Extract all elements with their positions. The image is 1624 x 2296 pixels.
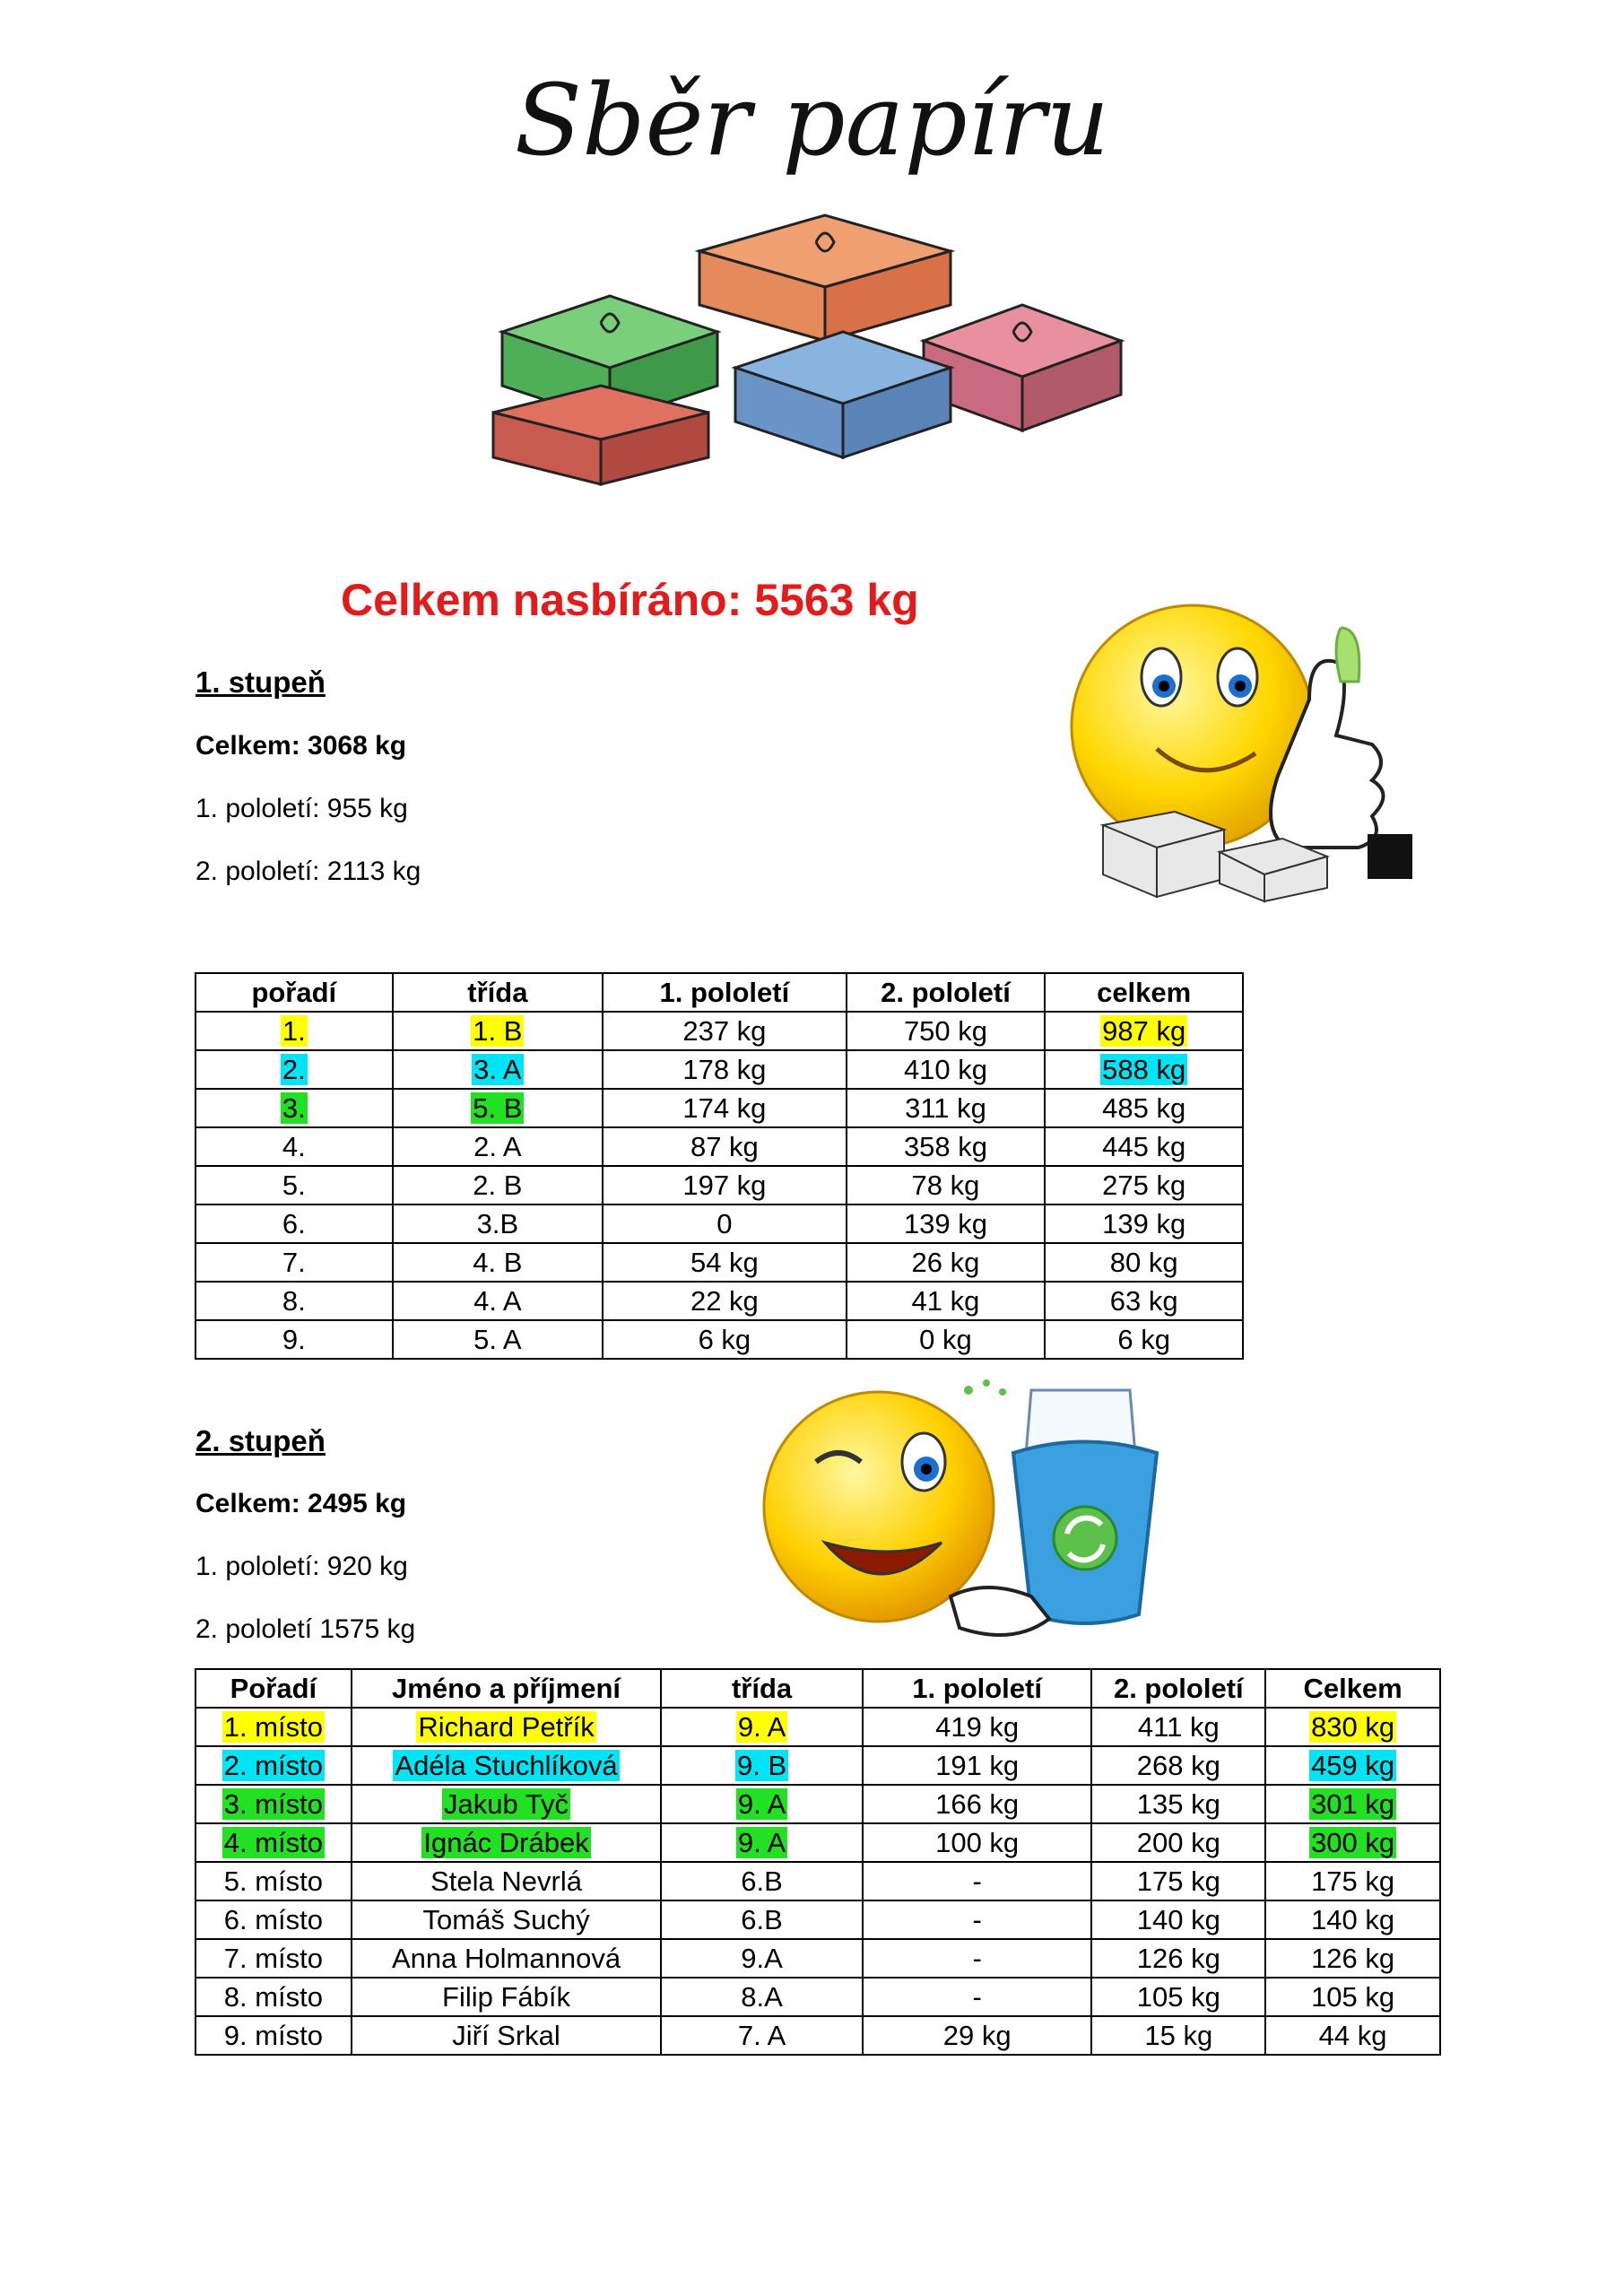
table-cell bbox=[1265, 1746, 1440, 1785]
table-cell: 410 kg bbox=[847, 1050, 1046, 1089]
table-cell bbox=[352, 1823, 662, 1862]
table-header-row bbox=[195, 973, 1243, 1012]
table-cell: 135 kg bbox=[1091, 1785, 1265, 1823]
smiley-thumbs-up-icon bbox=[1067, 601, 1444, 906]
table-cell: - bbox=[863, 1939, 1092, 1978]
table-cell: 411 kg bbox=[1091, 1708, 1265, 1746]
table-cell: 105 kg bbox=[1265, 1978, 1440, 2016]
table-cell bbox=[1265, 1708, 1440, 1746]
table-cell: 100 kg bbox=[863, 1823, 1092, 1862]
table-cell: 174 kg bbox=[603, 1089, 847, 1127]
column-header: 1. pololetí bbox=[603, 973, 847, 1012]
table-cell: 191 kg bbox=[863, 1746, 1092, 1785]
table-cell: - bbox=[863, 1862, 1092, 1900]
student-name: Adéla Stuchlíková bbox=[395, 1749, 618, 1781]
table-cell: 63 kg bbox=[1045, 1282, 1243, 1320]
table-cell bbox=[352, 1708, 662, 1746]
table-cell bbox=[1265, 1823, 1440, 1862]
table-cell: 6 kg bbox=[603, 1320, 847, 1359]
table-cell: 5. A bbox=[393, 1320, 604, 1359]
table-cell bbox=[661, 1823, 863, 1862]
column-header: pořadí bbox=[195, 973, 393, 1012]
column-header: 2. pololetí bbox=[1091, 1669, 1265, 1708]
table-cell: 7. bbox=[195, 1243, 393, 1282]
table-cell: 140 kg bbox=[1091, 1900, 1265, 1939]
column-header: celkem bbox=[1045, 973, 1243, 1012]
column-header: Pořadí bbox=[195, 1669, 352, 1708]
table-cell bbox=[661, 1785, 863, 1823]
table-cell bbox=[195, 1012, 393, 1050]
table-cell: 6 kg bbox=[1045, 1320, 1243, 1359]
rank: 1. místo bbox=[223, 1710, 324, 1743]
table-row bbox=[195, 2016, 1440, 2055]
total: 987 kg bbox=[1102, 1014, 1186, 1047]
table-cell: Tomáš Suchý bbox=[352, 1900, 662, 1939]
table-cell: 6. bbox=[195, 1205, 393, 1243]
table-cell: 139 kg bbox=[1045, 1205, 1243, 1243]
table-cell bbox=[352, 1785, 662, 1823]
table-cell: 4. bbox=[195, 1127, 393, 1166]
rank: 3. místo bbox=[223, 1787, 324, 1820]
table-cell: 80 kg bbox=[1045, 1243, 1243, 1282]
stupen1-pololeti1: 1. pololetí: 955 kg bbox=[195, 794, 408, 823]
table-cell bbox=[661, 1746, 863, 1785]
table-cell: 29 kg bbox=[863, 2016, 1092, 2055]
table-cell: 41 kg bbox=[847, 1282, 1046, 1320]
paper-bundles-illustration bbox=[493, 197, 1157, 493]
stupen2-pololeti1: 1. pololetí: 920 kg bbox=[195, 1552, 408, 1581]
total: 830 kg bbox=[1311, 1710, 1395, 1743]
total-collected: Celkem nasbíráno: 5563 kg bbox=[341, 575, 919, 625]
table-cell: 445 kg bbox=[1045, 1127, 1243, 1166]
smiley-recycle-bin-icon bbox=[762, 1372, 1175, 1659]
table-cell: 105 kg bbox=[1091, 1978, 1265, 2016]
table-cell: 6.B bbox=[661, 1862, 863, 1900]
student-name: Ignác Drábek bbox=[423, 1826, 589, 1858]
table-cell: 178 kg bbox=[603, 1050, 847, 1089]
table-row bbox=[195, 1166, 1243, 1205]
total: 459 kg bbox=[1311, 1749, 1395, 1781]
table-cell: 4. B bbox=[393, 1243, 604, 1282]
table-cell: Jiří Srkal bbox=[352, 2016, 662, 2055]
table-cell bbox=[195, 1823, 352, 1862]
total: 301 kg bbox=[1311, 1787, 1395, 1820]
table-cell bbox=[195, 1746, 352, 1785]
class: 3. A bbox=[473, 1053, 522, 1085]
rank: 1. bbox=[282, 1014, 306, 1047]
table-cell: 126 kg bbox=[1265, 1939, 1440, 1978]
table-cell: 237 kg bbox=[603, 1012, 847, 1050]
table-cell bbox=[195, 1708, 352, 1746]
table-row bbox=[195, 1823, 1440, 1862]
table-cell: 311 kg bbox=[847, 1089, 1046, 1127]
rank: 2. místo bbox=[223, 1749, 324, 1781]
table-cell: 166 kg bbox=[863, 1785, 1092, 1823]
table-cell: 87 kg bbox=[603, 1127, 847, 1166]
table-cell: 5. bbox=[195, 1166, 393, 1205]
table-cell bbox=[393, 1012, 604, 1050]
student-name: Richard Petřík bbox=[418, 1710, 595, 1743]
stupen1-table bbox=[195, 972, 1244, 1360]
table-cell bbox=[1045, 1012, 1243, 1050]
table-cell: 5. místo bbox=[195, 1862, 352, 1900]
table-cell: 140 kg bbox=[1265, 1900, 1440, 1939]
table-row bbox=[195, 1050, 1243, 1089]
table-row bbox=[195, 1785, 1440, 1823]
table-cell: 7. A bbox=[661, 2016, 863, 2055]
table-cell: 22 kg bbox=[603, 1282, 847, 1320]
table-cell: 2. A bbox=[393, 1127, 604, 1166]
total: 588 kg bbox=[1102, 1053, 1186, 1085]
table-cell: Stela Nevrlá bbox=[352, 1862, 662, 1900]
table-cell bbox=[195, 1785, 352, 1823]
table-cell: 6. místo bbox=[195, 1900, 352, 1939]
table-cell: 197 kg bbox=[603, 1166, 847, 1205]
table-cell bbox=[195, 1050, 393, 1089]
table-cell: 54 kg bbox=[603, 1243, 847, 1282]
table-cell: 419 kg bbox=[863, 1708, 1092, 1746]
table-cell bbox=[661, 1708, 863, 1746]
table-cell: - bbox=[863, 1900, 1092, 1939]
column-header: třída bbox=[661, 1669, 863, 1708]
table-cell: 358 kg bbox=[847, 1127, 1046, 1166]
table-cell: 78 kg bbox=[847, 1166, 1046, 1205]
table-cell: 9. místo bbox=[195, 2016, 352, 2055]
table-row bbox=[195, 1939, 1440, 1978]
table-cell: 2. B bbox=[393, 1166, 604, 1205]
table-cell: Filip Fábík bbox=[352, 1978, 662, 2016]
table-cell: 200 kg bbox=[1091, 1823, 1265, 1862]
column-header: třída bbox=[393, 973, 604, 1012]
table-cell: 8.A bbox=[661, 1978, 863, 2016]
table-cell: 7. místo bbox=[195, 1939, 352, 1978]
table-row bbox=[195, 1282, 1243, 1320]
stupen2-table bbox=[195, 1668, 1441, 2056]
column-header: Celkem bbox=[1265, 1669, 1440, 1708]
table-header-row bbox=[195, 1669, 1440, 1708]
class: 9. A bbox=[737, 1710, 786, 1743]
table-cell: 6.B bbox=[661, 1900, 863, 1939]
class: 9. B bbox=[736, 1749, 787, 1781]
table-cell: 175 kg bbox=[1091, 1862, 1265, 1900]
table-row bbox=[195, 1746, 1440, 1785]
table-cell: 126 kg bbox=[1091, 1939, 1265, 1978]
stupen2-pololeti2: 2. pololetí 1575 kg bbox=[195, 1614, 416, 1644]
rank: 2. bbox=[282, 1053, 306, 1085]
stupen2-heading: 2. stupeň bbox=[195, 1424, 326, 1457]
table-cell: 275 kg bbox=[1045, 1166, 1243, 1205]
table-cell: 485 kg bbox=[1045, 1089, 1243, 1127]
table-cell: 268 kg bbox=[1091, 1746, 1265, 1785]
table-row bbox=[195, 1243, 1243, 1282]
class: 1. B bbox=[473, 1014, 523, 1047]
table-cell: - bbox=[863, 1978, 1092, 2016]
table-cell bbox=[393, 1050, 604, 1089]
table-cell bbox=[393, 1089, 604, 1127]
page-title: Sběr papíru bbox=[514, 63, 1110, 178]
table-row bbox=[195, 1708, 1440, 1746]
table-row bbox=[195, 1089, 1243, 1127]
table-row bbox=[195, 1127, 1243, 1166]
table-row bbox=[195, 1900, 1440, 1939]
class: 9. A bbox=[737, 1787, 786, 1820]
stupen1-pololeti2: 2. pololetí: 2113 kg bbox=[195, 857, 421, 886]
table-row bbox=[195, 1862, 1440, 1900]
table-row bbox=[195, 1978, 1440, 2016]
column-header: Jméno a příjmení bbox=[352, 1669, 662, 1708]
table-row bbox=[195, 1205, 1243, 1243]
table-cell bbox=[1265, 1785, 1440, 1823]
table-cell: 15 kg bbox=[1091, 2016, 1265, 2055]
table-cell: 0 kg bbox=[847, 1320, 1046, 1359]
table-cell bbox=[352, 1746, 662, 1785]
table-cell: 750 kg bbox=[847, 1012, 1046, 1050]
rank: 3. bbox=[282, 1091, 306, 1124]
table-cell: 44 kg bbox=[1265, 2016, 1440, 2055]
table-cell: 26 kg bbox=[847, 1243, 1046, 1282]
rank: 4. místo bbox=[223, 1826, 324, 1858]
table-cell: 9. bbox=[195, 1320, 393, 1359]
class: 9. A bbox=[737, 1826, 786, 1858]
table-cell: 8. bbox=[195, 1282, 393, 1320]
table-cell: 9.A bbox=[661, 1939, 863, 1978]
table-cell: 139 kg bbox=[847, 1205, 1046, 1243]
table-cell: 4. A bbox=[393, 1282, 604, 1320]
class: 5. B bbox=[473, 1091, 523, 1124]
table-row bbox=[195, 1012, 1243, 1050]
stupen1-heading: 1. stupeň bbox=[195, 665, 326, 699]
column-header: 2. pololetí bbox=[847, 973, 1046, 1012]
stupen2-total: Celkem: 2495 kg bbox=[195, 1489, 407, 1518]
table-cell: 8. místo bbox=[195, 1978, 352, 2016]
total: 300 kg bbox=[1311, 1826, 1395, 1858]
table-cell: 0 bbox=[603, 1205, 847, 1243]
student-name: Jakub Tyč bbox=[444, 1787, 569, 1820]
table-cell: 3.B bbox=[393, 1205, 604, 1243]
column-header: 1. pololetí bbox=[863, 1669, 1092, 1708]
table-cell: Anna Holmannová bbox=[352, 1939, 662, 1978]
table-row bbox=[195, 1320, 1243, 1359]
stupen1-total: Celkem: 3068 kg bbox=[195, 731, 407, 761]
table-cell bbox=[195, 1089, 393, 1127]
table-cell bbox=[1045, 1050, 1243, 1089]
table-cell: 175 kg bbox=[1265, 1862, 1440, 1900]
